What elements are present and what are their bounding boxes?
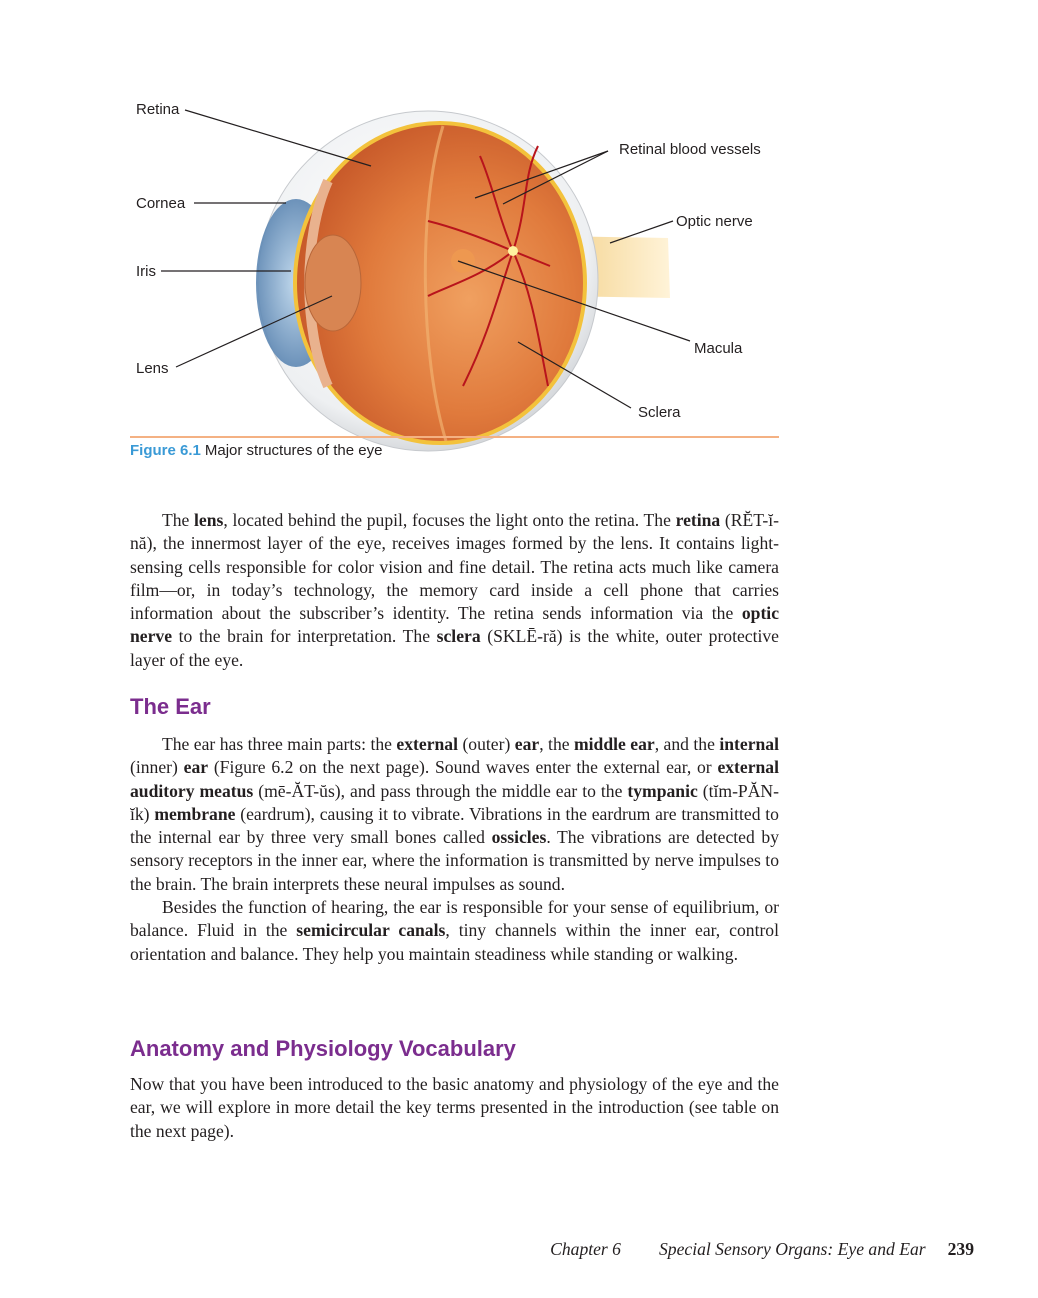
bold-term: external <box>396 734 458 754</box>
label-optic-nerve: Optic nerve <box>676 213 753 230</box>
text-run: (eardrum), causing it to vibrate. Vibrations in the eardrum are transmitted to the internal ear by three very small bones called <box>130 803 779 848</box>
heading-vocabulary: Anatomy and Physiology Vocabulary <box>130 1036 516 1061</box>
paragraph-eye <box>130 509 779 672</box>
bold-term: ossicles <box>491 827 547 848</box>
text-run: (tĭm-PĂN-ĭk) <box>130 780 779 824</box>
text-run: The ear has three main parts: the <box>162 734 397 754</box>
lens-shape <box>305 235 361 331</box>
footer-chapter: Chapter 6 <box>550 1239 621 1259</box>
text-run: (outer) <box>457 734 515 754</box>
text-run: , located behind the pupil, focuses the light onto the retina. The <box>223 510 676 530</box>
figure-caption <box>130 442 382 459</box>
label-macula: Macula <box>694 340 743 357</box>
label-cornea: Cornea <box>136 195 186 212</box>
text-run: (inner) <box>130 757 184 778</box>
bold-term: semicircular canals <box>296 920 446 941</box>
paragraph-ear-balance <box>130 896 779 966</box>
bold-term: internal <box>719 734 779 754</box>
bold-term: optic nerve <box>130 603 779 647</box>
bold-term: lens <box>194 510 224 530</box>
text-run: (RĔT-ĭ-nă), the innermost layer of the eye, receives images formed by the lens. It contains light-sensing cells responsible for color vision and fine detail. The retina acts much like camera film—or, in today’s technology, the memory card inside a cell phone that carries information about the subscriber’s identity. The retina sends information via the <box>130 510 779 624</box>
bold-term: tympanic <box>627 780 698 801</box>
text-run: Now that you have been introduced to the basic anatomy and physiology of the eye and the ear, we will explore in more detail the key terms presented in the introduction (see table on the next page). <box>130 1074 779 1141</box>
text-run: (mē-ĂT-ŭs), and pass through the middle ear to the <box>253 780 628 801</box>
text-run: (SKLĒ-ră) is the white, outer protective layer of the eye. <box>130 626 779 670</box>
text-run: , and the <box>654 734 720 754</box>
figure-caption-text: Major structures of the eye <box>204 442 383 459</box>
page-footer <box>550 1239 974 1260</box>
text-run: (Figure 6.2 on the next page). Sound waves enter the external ear, or <box>208 757 718 778</box>
eye-figure <box>128 86 778 466</box>
paragraph-ear <box>130 733 779 966</box>
bold-term: middle ear <box>574 734 655 754</box>
page-number: 239 <box>947 1239 974 1259</box>
footer-title: Special Sensory Organs: Eye and Ear <box>658 1239 926 1259</box>
figure-rule <box>130 436 779 438</box>
bold-term: sclera <box>436 626 481 647</box>
label-retinal-blood-vessels: Retinal blood vessels <box>619 141 761 158</box>
figure-number: Figure 6.1 <box>130 442 201 459</box>
text-run: to the brain for interpretation. The <box>172 626 437 647</box>
label-sclera: Sclera <box>638 404 681 421</box>
bold-term: retina <box>675 510 721 530</box>
label-iris: Iris <box>136 263 156 280</box>
paragraph-vocab <box>130 1073 779 1143</box>
bold-term: membrane <box>154 803 236 824</box>
text-run: The <box>162 510 195 530</box>
label-lens: Lens <box>136 360 169 377</box>
bold-term: ear <box>183 757 209 778</box>
text-run: . The vibrations are detected by sensory receptors in the inner ear, where the information is transmitted by nerve impulses to the brain. The brain interprets these neural impulses as sound. <box>130 827 779 894</box>
paragraph-lens-retina <box>130 509 779 672</box>
text-run: Besides the function of hearing, the ear is responsible for your sense of equilibrium, or balance. Fluid in the <box>130 897 779 941</box>
macula-shape <box>451 249 475 273</box>
text-run: , the <box>539 734 575 754</box>
heading-the-ear: The Ear <box>130 694 211 719</box>
label-retina: Retina <box>136 101 180 118</box>
paragraph-vocab-intro <box>130 1073 779 1143</box>
text-run: , tiny channels within the inner ear, control orientation and balance. They help you maintain steadiness while standing or walking. <box>130 920 779 964</box>
bold-term: ear <box>514 734 540 754</box>
paragraph-ear-parts <box>130 733 779 896</box>
bold-term: external auditory meatus <box>130 757 779 801</box>
